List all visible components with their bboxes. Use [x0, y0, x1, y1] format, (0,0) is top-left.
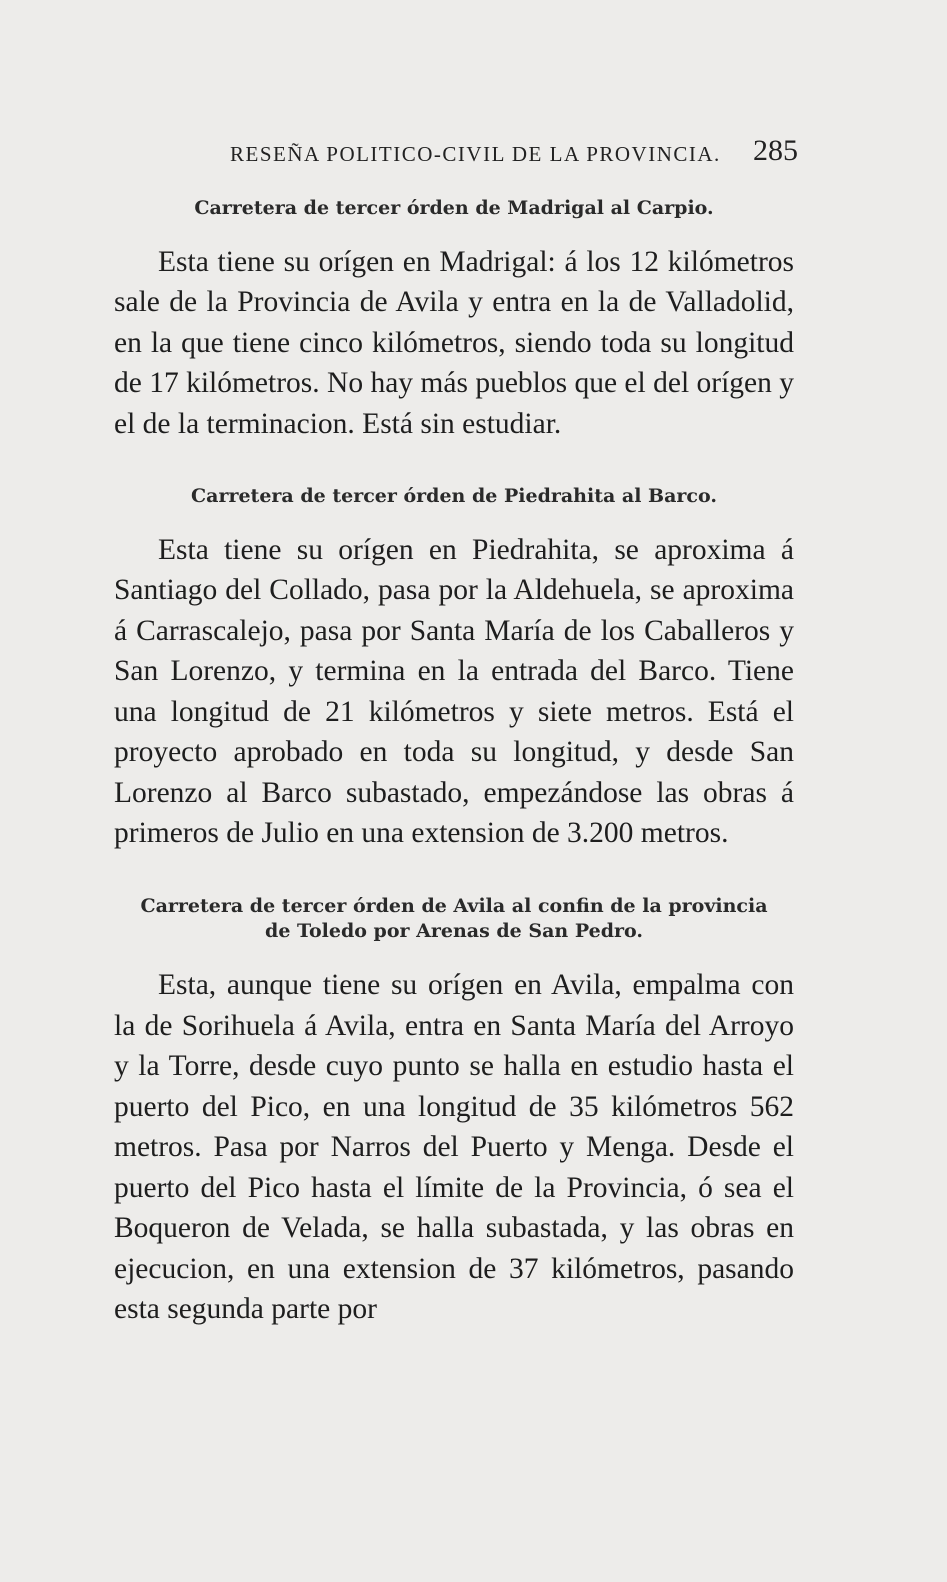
running-title: RESEÑA POLITICO-CIVIL DE LA PROVINCIA.: [230, 142, 721, 166]
page-number: 285: [753, 134, 798, 167]
page-body: [114, 196, 794, 1330]
section-title-line-1: Carretera de tercer órden de Avila al confin de la provincia: [140, 894, 768, 917]
section-title-avila-toledo: [114, 894, 794, 945]
section-title-line-2: de Toledo por Arenas de San Pedro.: [265, 920, 643, 943]
section-title-piedrahita: Carretera de tercer órden de Piedrahita al Barco.: [191, 485, 717, 508]
running-head: [118, 132, 798, 172]
section-title-madrigal: Carretera de tercer órden de Madrigal al Carpio.: [194, 197, 714, 219]
section-text-avila-toledo: Esta, aunque tiene su orígen en Avila, empalma con la de Sorihuela á Avila, entra en Santa María del Arroyo y la Torre, desde cuyo punto se halla en estudio hasta el puerto del Pico, en una longitud de 35 kilómetros 562 metros. Pasa por Narros del Puerto y Menga. Desde el puerto del Pico hasta el límite de la Provincia, ó sea el Boqueron de Velada, se halla subastada, y las obras en ejecucion, en una extension de 37 kilómetros, pasando esta segunda parte por: [114, 969, 794, 1326]
section-text-piedrahita: Esta tiene su orígen en Piedrahita, se aproxima á Santiago del Collado, pasa por la Aldehuela, se aproxima á Carrascalejo, pasa por Santa María de los Caballeros y San Lorenzo, y termina en la entrada del Barco. Tiene una longitud de 21 kilómetros y siete metros. Está el proyecto aprobado en toda su longitud, y desde San Lorenzo al Barco subastado, empezándose las obras á primeros de Julio en una extension de 3.200 metros.: [114, 533, 794, 850]
section-text-madrigal: Esta tiene su orígen en Madrigal: á los 12 kilómetros sale de la Provincia de Avila y entra en la de Valladolid, en la que tiene cinco kilómetros, siendo toda su longitud de 17 kilómetros. No hay más pueblos que el del orígen y el de la terminacion. Está sin estudiar.: [114, 245, 794, 440]
